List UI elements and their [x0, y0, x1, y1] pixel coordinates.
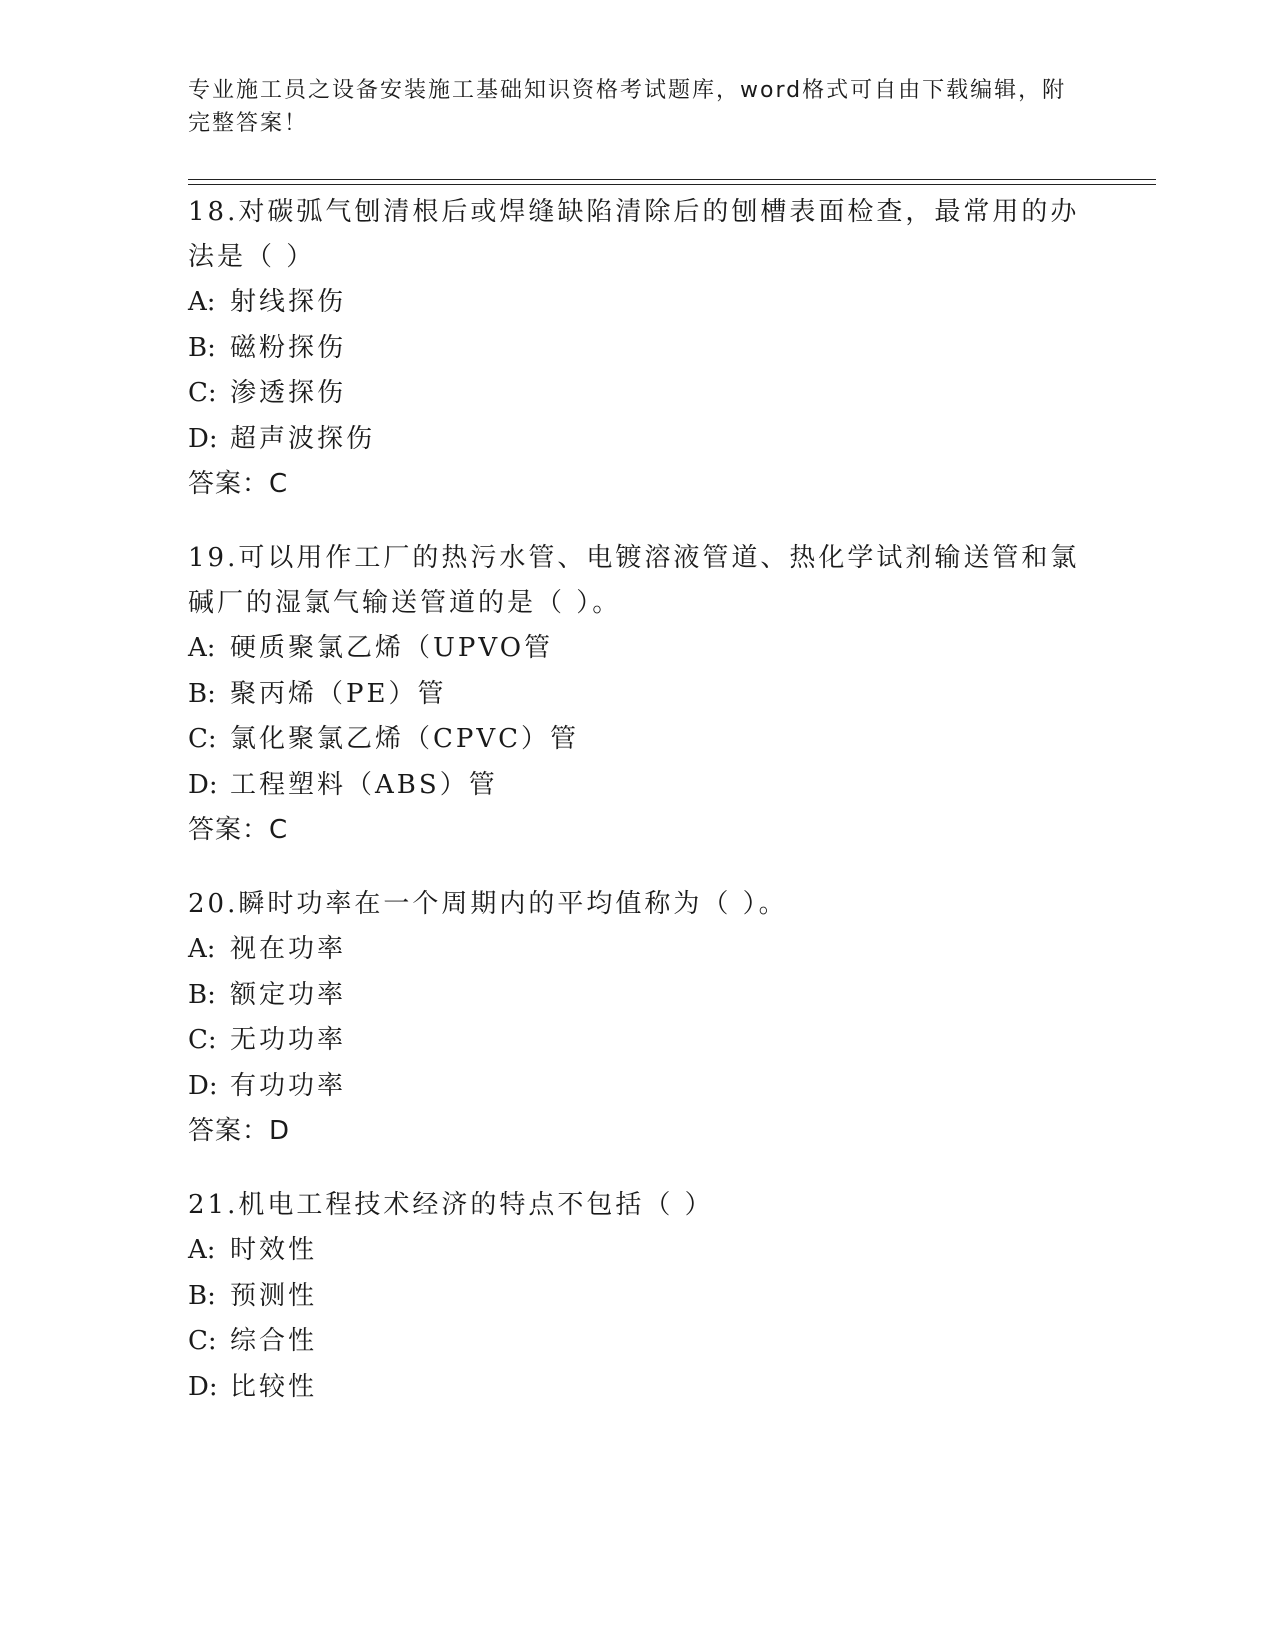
option-letter: D:: [188, 769, 218, 800]
option-letter: A:: [188, 934, 216, 964]
option-b: [188, 973, 1088, 1019]
document-header: 专业施工员之设备安装施工基础知识资格考试题库，word格式可自由下载编辑，附完整答案！: [188, 78, 1067, 136]
option-letter: B:: [188, 1280, 216, 1311]
option-text: 氯化聚氯乙烯（CPVC）管: [230, 724, 580, 754]
option-text: 工程塑料（ABS）管: [230, 769, 498, 800]
question-21: [188, 1183, 1088, 1410]
header-rule-bottom: [188, 184, 1156, 185]
option-text: 聚丙烯（PE）管: [230, 678, 447, 709]
option-text: 超声波探伤: [230, 423, 376, 454]
option-text: 比较性: [230, 1371, 318, 1402]
question-stem: 20.瞬时功率在一个周期内的平均值称为（ ）。: [188, 889, 788, 919]
question-list: [188, 190, 1088, 1439]
option-c: [188, 1018, 1088, 1064]
option-text: 有功功率: [230, 1070, 347, 1101]
option-letter: C:: [188, 378, 217, 408]
option-letter: C:: [188, 1025, 217, 1055]
option-a: [188, 1228, 1088, 1274]
option-letter: A:: [188, 287, 216, 317]
option-c: [188, 1319, 1088, 1365]
question-20: [188, 882, 1088, 1154]
option-text: 渗透探伤: [230, 378, 347, 408]
option-c: [188, 371, 1088, 417]
option-text: 无功功率: [230, 1025, 347, 1055]
option-text: 视在功率: [230, 934, 347, 964]
option-letter: B:: [188, 979, 216, 1010]
header-rule-top: [188, 179, 1156, 180]
answer-line: 答案：D: [188, 1116, 291, 1146]
option-letter: D:: [188, 1070, 218, 1101]
option-letter: B:: [188, 678, 216, 709]
option-a: [188, 927, 1088, 973]
option-a: [188, 280, 1088, 326]
option-text: 硬质聚氯乙烯（UPVO管: [230, 633, 554, 663]
question-19: [188, 536, 1088, 853]
answer-line: 答案：C: [188, 469, 289, 499]
option-b: [188, 326, 1088, 372]
option-letter: C:: [188, 1326, 217, 1356]
option-letter: B:: [188, 332, 216, 363]
answer-line: 答案：C: [188, 815, 289, 845]
option-text: 射线探伤: [230, 287, 347, 317]
option-letter: D:: [188, 1371, 218, 1402]
question-stem: 21.机电工程技术经济的特点不包括（ ）: [188, 1190, 714, 1220]
option-d: [188, 1365, 1088, 1411]
option-text: 磁粉探伤: [230, 332, 347, 363]
option-letter: C:: [188, 724, 217, 754]
option-text: 综合性: [230, 1326, 318, 1356]
question-stem: 19.可以用作工厂的热污水管、电镀溶液管道、热化学试剂输送管和氯碱厂的湿氯气输送管道的是（ ）。: [188, 543, 1080, 618]
option-d: [188, 1064, 1088, 1110]
option-letter: D:: [188, 423, 218, 454]
question-stem: 18.对碳弧气刨清根后或焊缝缺陷清除后的刨槽表面检查，最常用的办法是（ ）: [188, 197, 1080, 272]
option-text: 时效性: [230, 1235, 318, 1265]
option-c: [188, 717, 1088, 763]
option-b: [188, 1274, 1088, 1320]
question-18: [188, 190, 1088, 507]
option-d: [188, 763, 1088, 809]
option-d: [188, 417, 1088, 463]
option-text: 额定功率: [230, 979, 347, 1010]
option-letter: A:: [188, 633, 216, 663]
option-text: 预测性: [230, 1280, 318, 1311]
option-letter: A:: [188, 1235, 216, 1265]
option-a: [188, 626, 1088, 672]
option-b: [188, 672, 1088, 718]
